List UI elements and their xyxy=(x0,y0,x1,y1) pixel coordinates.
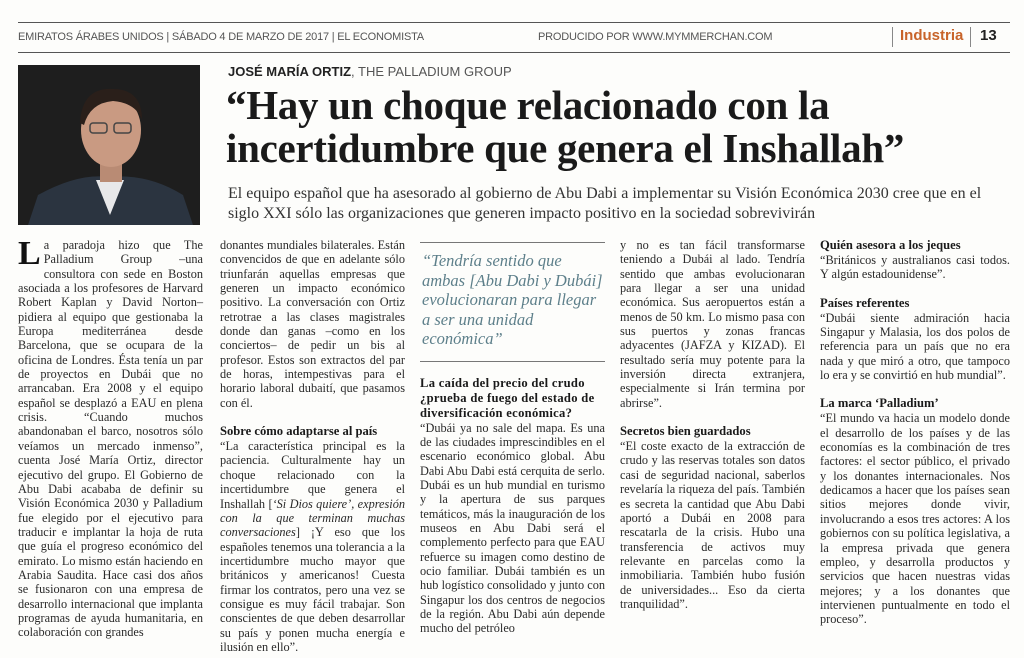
body-text: donantes mundiales bilaterales. Están convencidos de que en adelante sólo triunfarán aquellas empresas que generen un impacto económico positivo. La conversación con Ortiz retrotrae a las clases magistrales donde dan ganas –como en los conciertos– de pedir un bis al profesor. Estos son extractos del par de horas, intempestivas para el horario laboral dubaití, que pasamos con él. xyxy=(220,238,405,410)
header-producer: PRODUCIDO POR WWW.MYMMERCHAN.COM xyxy=(538,31,773,43)
subheading: Sobre cómo adaptarse al país xyxy=(220,424,378,439)
header-divider xyxy=(970,27,971,47)
byline-name: JOSÉ MARÍA ORTIZ xyxy=(228,64,352,79)
pull-quote: “Tendría sentido que ambas [Abu Dabi y Dubái] evolucionaran para llegar a ser una unidad económica” xyxy=(420,242,605,362)
drop-cap: L xyxy=(18,235,41,272)
byline xyxy=(228,64,512,79)
top-rule xyxy=(18,22,1010,23)
column-5 xyxy=(820,238,1010,627)
page-number: 13 xyxy=(980,27,997,44)
header-dateline: EMIRATOS ÁRABES UNIDOS | SÁBADO 4 DE MARZO DE 2017 | EL ECONOMISTA xyxy=(18,31,424,43)
subheading: Quién asesora a los jeques xyxy=(820,238,961,252)
subheading: La marca ‘Palladium’ xyxy=(820,396,939,411)
header-bottom-rule xyxy=(18,52,1010,53)
subheading: La caída del precio del crudo ¿prueba de fuego del estado de diversificación económica? xyxy=(420,375,595,420)
byline-org: , THE PALLADIUM GROUP xyxy=(351,64,512,79)
column-2 xyxy=(220,238,405,654)
headline: “Hay un choque relacionado con la incertidumbre que genera el Inshallah” xyxy=(226,82,905,171)
body-text-part: ] ¡Y eso que los españoles tenemos una tolerancia a la incertidumbre mucho mayor que británicos y americanos! Cuesta firmar los contratos, pero una vez se consigue es muy fácil trabajar. Son conscientes de que deben desarrollar su país y ponen mucha energía e ilusión en ello”. xyxy=(220,525,405,654)
section-name: Industria xyxy=(900,27,964,44)
body-text: “Británicos y australianos casi todos. Y algún estadounidense”. xyxy=(820,253,1010,282)
body-text: “Dubái ya no sale del mapa. Es una de las ciudades imprescindibles en el escenario económico global. Abu Dabi Abu Dabi está cerquita de serlo. Dubái es un hub mundial en turismo y la apertura de sus parques temáticos, más la inauguración de los museos en Abu Dabi será el complemento perfecto para que EAU refuerce su imagen como destino de ocio familiar. Dubái también es un hub logístico consolidado y junto con Singapur los dos centros de negocios de la región. Abu Dabi aún depende mucho del petróleo xyxy=(420,420,605,636)
body-text: a paradoja hizo que The Palladium Group –una consultora con sede en Boston asociada a los profesores de Harvard Robert Kaplan y David Norton– pidiera al equipo que gestionaba la Europa mediterránea desde Barcelona, que se ocupara de la oficina de Londres. Ésta tenía un par de proyectos en Dubái que no arrancaban. Era 2008 y el equipo español se desplazó a EAU en plena crisis. “Cuando muchos abandonaban el barco, nosotros sólo veíamos un mercado inmenso”, cuenta José María Ortiz, director ejecutivo del grupo. El Gobierno de Abu Dabi acababa de definir su Visión Económica 2030 y Palladium fue elegido por el ejecutivo para traducir e implantar la hoja de ruta que guía el progreso económico del emirato. Lo mismo están haciendo en Arabia Saudita. Hace casi dos años se fusionaron con una empresa de desarrollo internacional que implanta programas de ayuda humanitaria, en colaboración con grandes xyxy=(18,238,203,640)
column-3 xyxy=(420,242,605,636)
body-text: “Dubái siente admiración hacia Singapur y Malasia, los dos polos de referencia para un país que no era nada y que miró a otro, que tampoco lo era y se convirtió en hub mundial”. xyxy=(820,310,1010,383)
subheading: Países referentes xyxy=(820,295,910,310)
body-text-italic: ‘Si Dios quiere’, expresión con la que terminan muchas conversaciones xyxy=(220,496,406,540)
body-text-part: “La característica principal es la paciencia. Culturalmente hay un choque relacionado con la incertidumbre que genera el Inshallah [ xyxy=(220,439,405,511)
body-text: “El mundo va hacia un modelo donde el desarrollo de los países y de las economías es la combinación de tres factores: el sector público, el privado y los donantes internacionales. Nos dedicamos a hacer que los países sean sitios mejores donde vivir, involucrando a esos tres actores: A los gobiernos con su política legislativa, a la empresa privada que genera empleo, y desarrolla productos y servicios que hacen nuestras vidas mejores; y a los donantes que intervienen puntualmente en todo el proceso”. xyxy=(820,411,1010,627)
body-text: y no es tan fácil transformarse teniendo a Dubái al lado. Tendría sentido que ambas evolucionaran para llegar a ser una unidad económica. Sus aeropuertos están a menos de 50 km. Lo mismo pasa con sus puertos y zonas francas adyacentes (JAFZA y KIZAD). El resultado sería muy potente para la inversión directa extranjera, especialmente si Irán termina por abrirse”. xyxy=(620,238,805,410)
column-4 xyxy=(620,238,805,611)
body-text: “El coste exacto de la extracción de crudo y las reservas totales son datos casi de seguridad nacional, saberlos revelaría la riqueza del país. También es secreta la cantidad que Abu Dabi aportó a Dubái en 2008 para rescatarla de la crisis. Hubo una transferencia de activos muy relevante en parcelas como la inmobiliaria. También hubo fusión de universidades... Eso da cierta tranquilidad”. xyxy=(620,439,805,611)
body-text xyxy=(220,439,405,654)
deck: El equipo español que ha asesorado al gobierno de Abu Dabi a implementar su Visión Económica 2030 cree que en el siglo XXI sólo las organizaciones que generen impacto positivo en la sociedad sobrevivirán xyxy=(228,185,982,222)
subheading: Secretos bien guardados xyxy=(620,424,751,439)
portrait-photo xyxy=(18,65,200,225)
header-divider xyxy=(892,27,893,47)
column-1 xyxy=(18,235,203,640)
